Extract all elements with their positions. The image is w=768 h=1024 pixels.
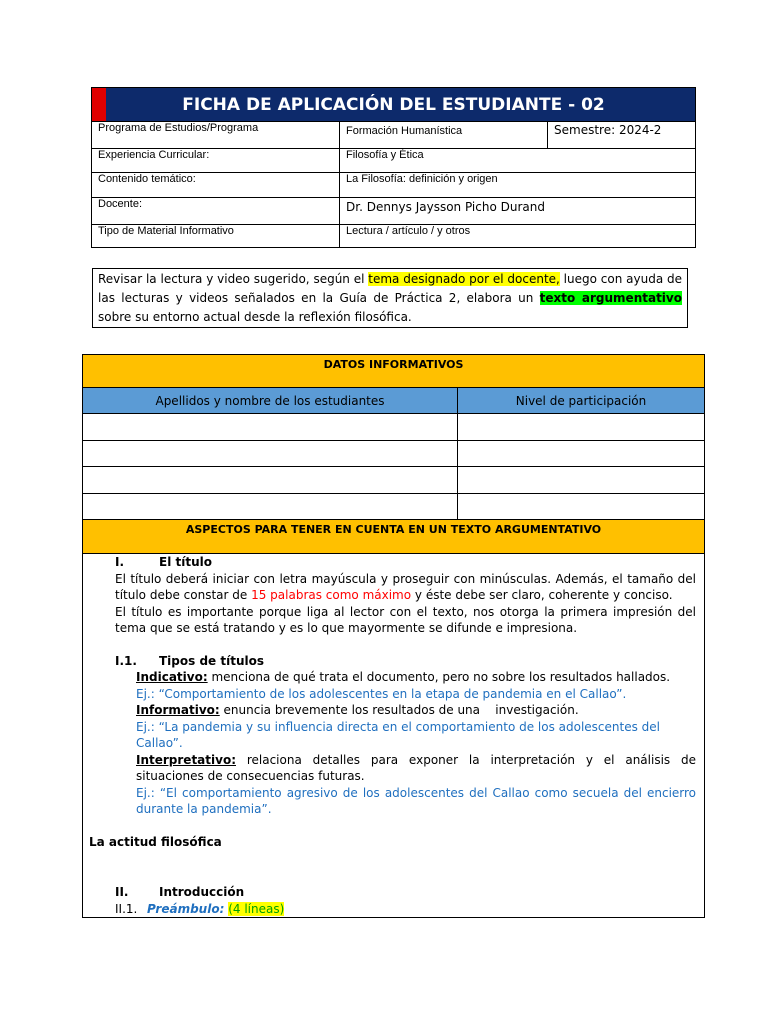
titulo-p1-text-a: El título deberá iniciar con letra mayúscula y proseguir con minúsculas. Además, el tamaño del título debe constar de	[115, 571, 697, 602]
type-interpretativo-name: Interpretativo:	[136, 752, 236, 767]
subsection-1-1-title: Tipos de títulos	[159, 653, 264, 668]
student-row	[83, 494, 705, 520]
student-name-cell[interactable]	[83, 441, 458, 467]
type-informativo-name: Informativo:	[136, 703, 220, 717]
form-title: FICHA DE APLICACIÓN DEL ESTUDIANTE - 02	[182, 94, 605, 115]
instruction-text-3: sobre su entorno actual desde la reflexión filosófica.	[98, 310, 412, 324]
section-2-heading	[115, 884, 696, 901]
label-programa: Programa de Estudios/Programa	[92, 122, 340, 149]
value-experiencia: Filosofía y Ética	[340, 149, 696, 173]
type-informativo	[136, 702, 696, 719]
type-informativo-example: Ej.: “La pandemia y su influencia directa en el comportamiento de los adolescentes del Callao”.	[136, 719, 661, 750]
main-table	[82, 354, 705, 918]
column-header-participacion: Nivel de participación	[458, 388, 705, 414]
section-1-heading	[115, 554, 696, 571]
aspectos-heading: ASPECTOS PARA TENER EN CUENTA EN UN TEXTO ARGUMENTATIVO	[83, 520, 705, 554]
label-contenido: Contenido temático:	[92, 173, 340, 198]
instruction-box	[92, 268, 688, 328]
value-docente: Dr. Dennys Jaysson Picho Durand	[340, 198, 696, 225]
type-interpretativo-desc: relaciona detalles para exponer la interpretación y el análisis de situaciones de consecuencias futuras.	[136, 752, 697, 783]
participation-cell[interactable]	[458, 467, 705, 494]
label-tipo-material: Tipo de Material Informativo	[92, 225, 340, 248]
column-header-nombres: Apellidos y nombre de los estudiantes	[83, 388, 458, 414]
student-name-cell[interactable]	[83, 467, 458, 494]
instruction-text-2: luego con ayuda de las lecturas y videos señalados en la Guía de Práctica 2, elabora un	[98, 272, 682, 305]
subsection-2-1-note: (4 líneas)	[228, 901, 285, 916]
type-indicativo	[136, 669, 696, 686]
instruction-text-1: Revisar la lectura y video sugerido, según el	[98, 272, 369, 286]
type-indicativo-name: Indicativo:	[136, 670, 208, 684]
form-title-cell	[92, 88, 696, 122]
subsection-2-1	[115, 901, 696, 918]
label-experiencia: Experiencia Curricular:	[92, 149, 340, 173]
student-row	[83, 441, 705, 467]
participation-cell[interactable]	[458, 441, 705, 467]
subsection-1-1-heading	[115, 653, 696, 670]
header-table	[91, 87, 696, 248]
red-accent-bar	[92, 88, 106, 121]
participation-cell[interactable]	[458, 494, 705, 520]
type-indicativo-desc: menciona de qué trata el documento, pero no sobre los resultados hallados.	[207, 670, 671, 684]
section-2-title: Introducción	[159, 885, 245, 899]
type-interpretativo	[136, 752, 696, 785]
value-programa: Formación Humanística	[340, 122, 548, 149]
section-1-title: El título	[159, 555, 212, 569]
instruction-highlight-tema: tema designado por el docente,	[368, 272, 560, 286]
datos-heading: DATOS INFORMATIVOS	[83, 355, 705, 388]
student-name-cell[interactable]	[83, 494, 458, 520]
subsection-2-1-number: II.1.	[115, 901, 138, 916]
titulo-paragraph-1	[115, 571, 696, 604]
type-informativo-desc: enuncia brevemente los resultados de una investigación.	[219, 703, 579, 717]
value-contenido: La Filosofía: definición y origen	[340, 173, 696, 198]
type-interpretativo-example: Ej.: “El comportamiento agresivo de los adolescentes del Callao como secuela del encierro durante la pandemia”.	[136, 785, 697, 816]
aspectos-content	[83, 554, 705, 918]
titulo-paragraph-2: El título es importante porque liga al lector con el texto, nos otorga la primera impresión del tema que se está tratando y es lo que mayormente se difunde e impresiona.	[115, 604, 697, 635]
student-row	[83, 414, 705, 441]
subsection-1-1-number: I.1.	[115, 653, 137, 668]
student-row	[83, 467, 705, 494]
section-1-number: I.	[115, 555, 125, 569]
type-indicativo-example: Ej.: “Comportamiento de los adolescentes en la etapa de pandemia en el Callao”.	[136, 686, 627, 701]
subsection-2-1-title: Preámbulo:	[147, 901, 225, 916]
participation-cell[interactable]	[458, 414, 705, 441]
label-docente: Docente:	[92, 198, 340, 225]
section-2-number: II.	[115, 885, 129, 899]
student-name-cell[interactable]	[83, 414, 458, 441]
actitud-filosofica-heading: La actitud filosófica	[89, 834, 222, 849]
value-tipo-material: Lectura / artículo / y otros	[340, 225, 696, 248]
titulo-p1-red: 15 palabras como máximo	[251, 588, 412, 602]
titulo-p1-text-b: y éste debe ser claro, coherente y conciso.	[411, 588, 673, 602]
value-semestre: Semestre: 2024-2	[548, 122, 696, 149]
instruction-highlight-texto: texto argumentativo	[539, 291, 682, 305]
